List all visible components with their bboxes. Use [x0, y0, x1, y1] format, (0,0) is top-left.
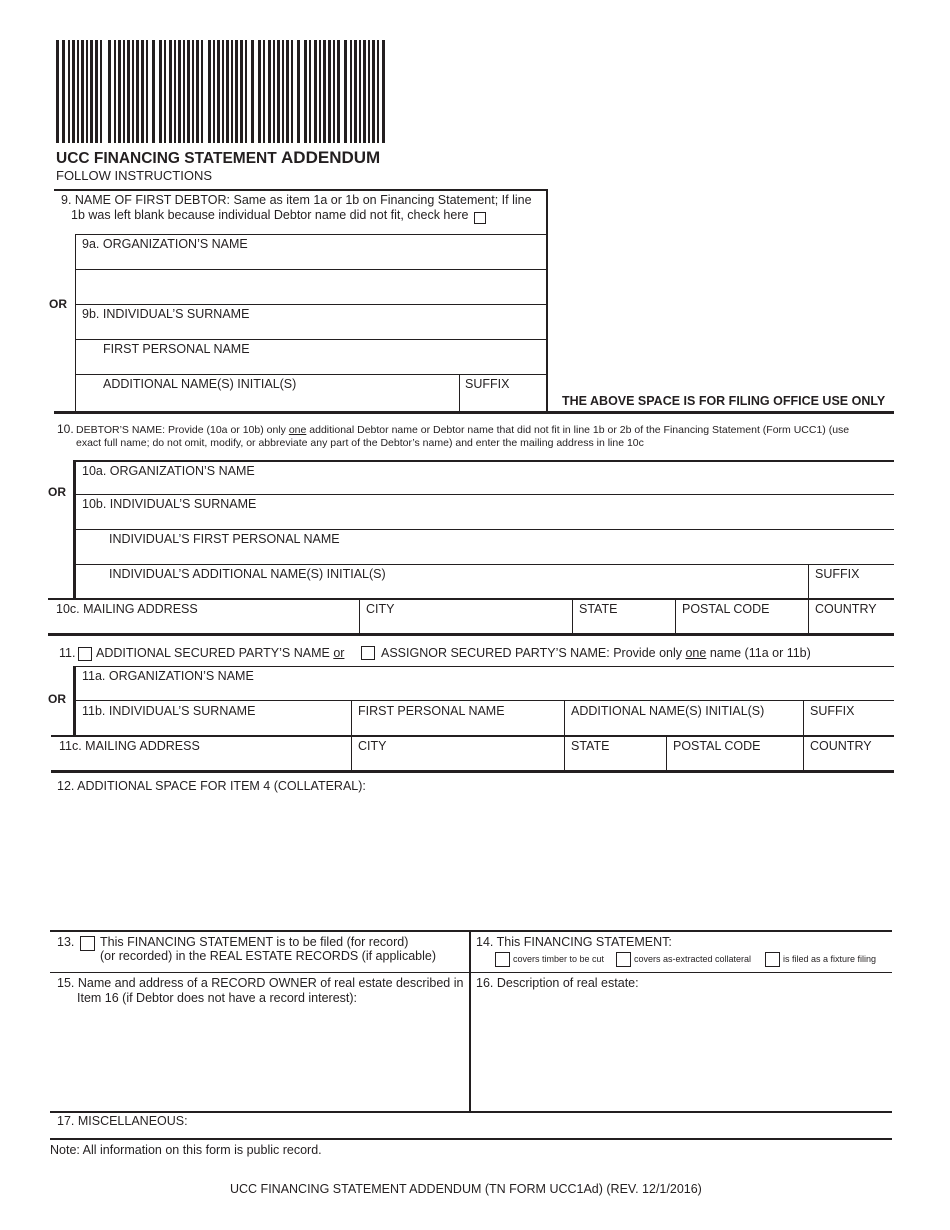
sec14-timber-label: covers timber to be cut	[513, 954, 605, 964]
sec11-country-label: COUNTRY	[810, 739, 872, 753]
barcode	[56, 40, 388, 143]
sec12-label: 12. ADDITIONAL SPACE FOR ITEM 4 (COLLATERAL):	[57, 779, 366, 793]
sec14-label: 14. This FINANCING STATEMENT:	[476, 935, 672, 949]
sec11-or-label: OR	[48, 692, 66, 706]
sec11-country-input[interactable]	[804, 737, 893, 770]
sec10a-input[interactable]	[77, 462, 893, 494]
sec9a-input[interactable]	[76, 235, 546, 269]
sec11-assignor-label: ASSIGNOR SECURED PARTY’S NAME: Provide only one name (11a or 11b)	[381, 646, 811, 660]
sec11-additional-name-label: ADDITIONAL NAME(S) INITIAL(S)	[571, 704, 765, 718]
sec9-top-border	[54, 189, 548, 191]
sec11-first-name-input[interactable]	[352, 701, 564, 735]
sec9-checkbox[interactable]	[474, 212, 486, 224]
sec9b-label: 9b. INDIVIDUAL’S SURNAME	[82, 307, 250, 321]
sec14-extracted-checkbox[interactable]	[616, 952, 631, 967]
form-subtitle: FOLLOW INSTRUCTIONS	[56, 168, 213, 183]
sec10-city-label: CITY	[366, 602, 395, 616]
sec10a-label: 10a. ORGANIZATION’S NAME	[82, 464, 255, 478]
sec17-label: 17. MISCELLANEOUS:	[57, 1114, 188, 1128]
sec11-state-label: STATE	[571, 739, 610, 753]
form-title: UCC FINANCING STATEMENT ADDENDUM	[56, 148, 381, 167]
sec10-suffix-label: SUFFIX	[815, 567, 860, 581]
sec9-suffix-label: SUFFIX	[465, 377, 510, 391]
sec11-first-name-label: FIRST PERSONAL NAME	[358, 704, 505, 718]
sec10-instruction-line2: exact full name; do not omit, modify, or abbreviate any part of the Debtor’s name) and enter the mailing address in line 10c	[76, 437, 644, 449]
sec11-city-input[interactable]	[352, 737, 564, 770]
sec11b-input[interactable]	[77, 701, 351, 735]
sec10-additional-input[interactable]	[77, 565, 808, 598]
sec10-postal-input[interactable]	[676, 600, 808, 633]
sec10-number: 10.	[57, 422, 74, 436]
sec10b-label: 10b. INDIVIDUAL’S SURNAME	[82, 497, 257, 511]
sec10-first-name-input[interactable]	[77, 530, 893, 564]
sec11a-input[interactable]	[77, 667, 893, 700]
divider	[54, 411, 894, 414]
divider	[469, 930, 471, 1112]
sec10-suffix-input[interactable]	[809, 565, 893, 598]
sec9-instruction-line2: 1b was left blank because individual Debtor name did not fit, check here	[71, 208, 469, 222]
divider	[73, 666, 76, 736]
sec14-fixture-checkbox[interactable]	[765, 952, 780, 967]
sec11-suffix-input[interactable]	[804, 701, 893, 735]
divider	[50, 1138, 892, 1140]
sec17-input[interactable]	[170, 1113, 890, 1137]
sec11-city-label: CITY	[358, 739, 387, 753]
sec11-postal-input[interactable]	[667, 737, 802, 770]
sec10-postal-label: POSTAL CODE	[682, 602, 770, 616]
sec10-city-input[interactable]	[360, 600, 572, 633]
sec15-line2: Item 16 (if Debtor does not have a record interest):	[77, 991, 357, 1005]
sec14-extracted-label: covers as-extracted collateral	[634, 954, 752, 964]
sec11-additional-checkbox[interactable]	[78, 647, 92, 661]
sec9b-input[interactable]	[76, 305, 546, 339]
sec10-first-name-label: INDIVIDUAL’S FIRST PERSONAL NAME	[109, 532, 340, 546]
sec9-instruction-line1: 9. NAME OF FIRST DEBTOR: Same as item 1a or 1b on Financing Statement; If line	[61, 193, 532, 207]
sec10-or-label: OR	[48, 485, 66, 499]
sec11-assignor-checkbox[interactable]	[361, 646, 375, 660]
sec9-additional-input[interactable]	[76, 375, 459, 411]
divider	[48, 633, 894, 636]
sec9-suffix-input[interactable]	[460, 375, 546, 411]
sec13-line1: This FINANCING STATEMENT is to be filed (for record)	[100, 935, 409, 949]
sec16-input[interactable]	[472, 993, 891, 1110]
sec10-instruction-line1: DEBTOR’S NAME: Provide (10a or 10b) only one additional Debtor name or Debtor name that did not fit in line 1b or 2b of the Financing Statement (Form UCC1) (use	[76, 424, 850, 436]
sec11c-mailing-input[interactable]	[52, 737, 350, 770]
divider	[51, 770, 894, 773]
sec11-number: 11.	[59, 646, 76, 660]
divider	[50, 972, 892, 973]
sec10-state-input[interactable]	[573, 600, 675, 633]
sec12-collateral-input[interactable]	[52, 796, 892, 930]
sec11-state-input[interactable]	[565, 737, 666, 770]
sec11a-label: 11a. ORGANIZATION’S NAME	[82, 669, 254, 683]
sec15-input[interactable]	[51, 1008, 467, 1110]
sec9-first-name-input[interactable]	[76, 340, 546, 374]
sec14-fixture-label: is filed as a fixture filing	[783, 954, 877, 964]
sec11b-label: 11b. INDIVIDUAL’S SURNAME	[82, 704, 256, 718]
sec9-first-name-label: FIRST PERSONAL NAME	[103, 342, 250, 356]
form-footer: UCC FINANCING STATEMENT ADDENDUM (TN FORM UCC1Ad) (REV. 12/1/2016)	[230, 1182, 702, 1196]
sec10b-input[interactable]	[77, 495, 893, 529]
divider	[75, 269, 547, 270]
sec10-additional-label: INDIVIDUAL’S ADDITIONAL NAME(S) INITIAL(S)	[109, 567, 386, 581]
sec10c-mailing-label: 10c. MAILING ADDRESS	[56, 602, 198, 616]
filing-office-label: THE ABOVE SPACE IS FOR FILING OFFICE USE ONLY	[562, 394, 886, 408]
sec15-line1: 15. Name and address of a RECORD OWNER of real estate described in	[57, 976, 464, 990]
sec16-label: 16. Description of real estate:	[476, 976, 639, 990]
sec14-timber-checkbox[interactable]	[495, 952, 510, 967]
sec13-checkbox[interactable]	[80, 936, 95, 951]
sec11-suffix-label: SUFFIX	[810, 704, 855, 718]
sec9-right-border	[546, 189, 548, 412]
sec13-number: 13.	[57, 935, 75, 949]
sec9-additional-label: ADDITIONAL NAME(S) INITIAL(S)	[103, 377, 297, 391]
sec10c-mailing-input[interactable]	[49, 600, 359, 633]
sec11-additional-name-input[interactable]	[565, 701, 803, 735]
sec10-country-input[interactable]	[809, 600, 893, 633]
sec11-postal-label: POSTAL CODE	[673, 739, 761, 753]
sec9-or-label: OR	[49, 297, 67, 311]
sec9a-label: 9a. ORGANIZATION’S NAME	[82, 237, 248, 251]
sec11c-mailing-label: 11c. MAILING ADDRESS	[59, 739, 200, 753]
divider	[50, 930, 892, 932]
sec13-line2: (or recorded) in the REAL ESTATE RECORDS (if applicable)	[100, 949, 436, 963]
sec11-additional-label: ADDITIONAL SECURED PARTY’S NAME or	[96, 646, 345, 660]
public-record-note: Note: All information on this form is public record.	[50, 1143, 322, 1157]
sec10-country-label: COUNTRY	[815, 602, 877, 616]
sec10-state-label: STATE	[579, 602, 618, 616]
